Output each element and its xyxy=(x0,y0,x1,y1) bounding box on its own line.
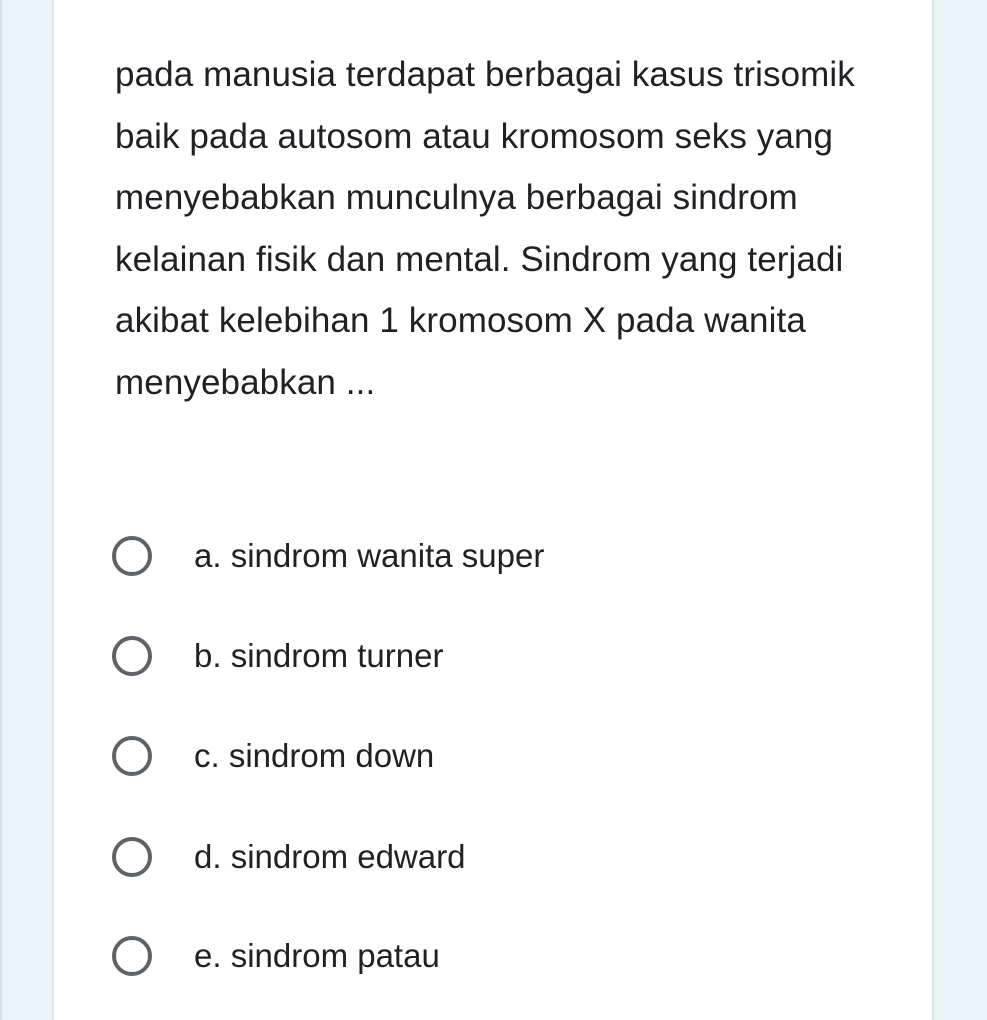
question-text: pada manusia terdapat berbagai kasus trisomik baik pada autosom atau kromosom seks yang menyebabkan munculnya berbagai sindrom kelainan fisik dan mental. Sindrom yang terjadi akibat kelebihan 1 kromosom X pada wanita menyebabkan ... xyxy=(115,55,855,402)
radio-button-icon[interactable] xyxy=(112,536,152,576)
option-e[interactable] xyxy=(112,928,440,984)
option-c[interactable] xyxy=(112,728,434,784)
option-e-label: e. sindrom patau xyxy=(194,937,440,974)
option-a[interactable] xyxy=(112,528,544,584)
radio-button-icon[interactable] xyxy=(112,837,152,877)
radio-button-icon[interactable] xyxy=(112,636,152,676)
option-d-label: d. sindrom edward xyxy=(194,838,466,875)
option-d[interactable] xyxy=(112,829,465,885)
option-a-label: a. sindrom wanita super xyxy=(194,537,545,574)
radio-button-icon[interactable] xyxy=(112,736,152,776)
option-b[interactable] xyxy=(112,628,443,684)
option-b-label: b. sindrom turner xyxy=(194,637,444,674)
option-c-label: c. sindrom down xyxy=(194,737,435,774)
left-edge-divider xyxy=(0,0,2,1020)
radio-button-icon[interactable] xyxy=(112,936,152,976)
